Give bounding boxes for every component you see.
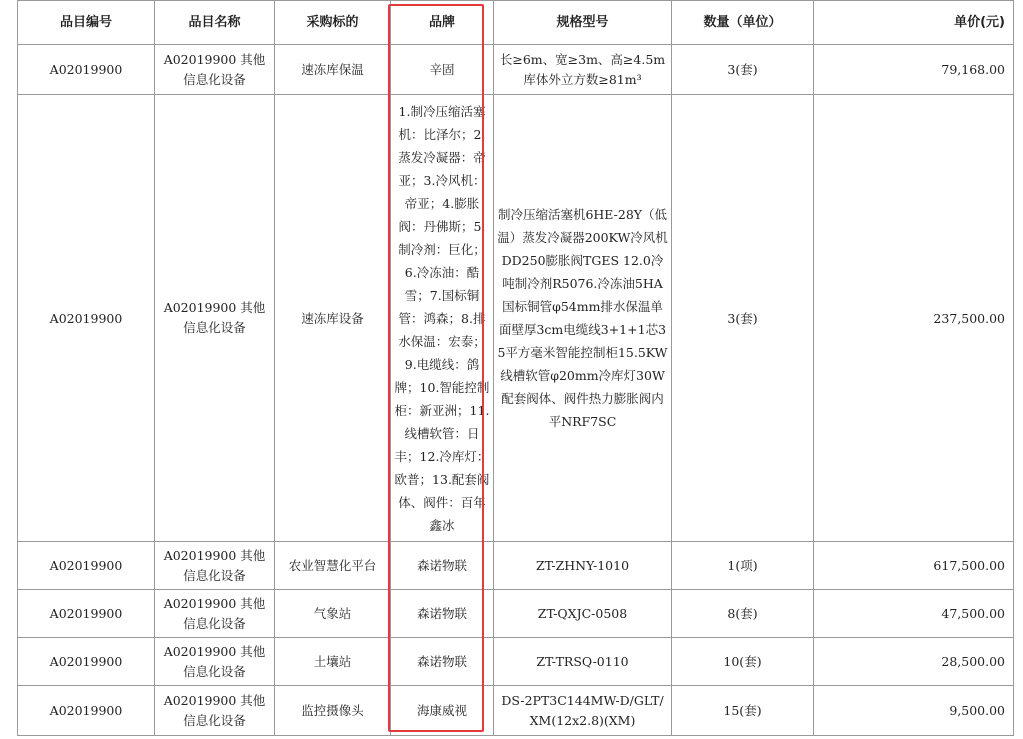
header-brand: 品牌 bbox=[391, 1, 494, 45]
header-price: 单价(元) bbox=[814, 1, 1014, 45]
item-code-cell: A02019900 bbox=[18, 45, 155, 95]
procurement-table bbox=[17, 0, 1014, 736]
price-cell: 9,500.00 bbox=[814, 686, 1014, 736]
brand-cell: 森诺物联 bbox=[391, 638, 494, 686]
target-cell: 速冻库保温 bbox=[275, 45, 391, 95]
qty-cell: 10(套) bbox=[672, 638, 814, 686]
qty-cell: 8(套) bbox=[672, 590, 814, 638]
header-item-code: 品目编号 bbox=[18, 1, 155, 45]
header-target: 采购标的 bbox=[275, 1, 391, 45]
price-cell: 28,500.00 bbox=[814, 638, 1014, 686]
target-cell: 农业智慧化平台 bbox=[275, 542, 391, 590]
table-row bbox=[18, 45, 1014, 95]
item-name-cell: A02019900 其他信息化设备 bbox=[155, 686, 275, 736]
item-name-cell: A02019900 其他信息化设备 bbox=[155, 45, 275, 95]
qty-cell: 15(套) bbox=[672, 686, 814, 736]
price-cell: 79,168.00 bbox=[814, 45, 1014, 95]
price-cell: 237,500.00 bbox=[814, 95, 1014, 542]
header-item-name: 品目名称 bbox=[155, 1, 275, 45]
qty-cell: 3(套) bbox=[672, 45, 814, 95]
brand-cell: 1.制冷压缩活塞机：比泽尔；2.蒸发冷凝器：帝亚；3.冷风机：帝亚；4.膨胀阀：丹佛斯；5.制冷剂：巨化；6.冷冻油：酷雪；7.国标铜管：鸿森；8.排水保温：宏泰；9.电缆线：鸽牌；10.智能控制柜：新亚洲；11.线槽软管：日丰；12.冷库灯：欧普；13.配套阀体、阀件：百年鑫冰 bbox=[391, 95, 494, 542]
item-name-cell: A02019900 其他信息化设备 bbox=[155, 590, 275, 638]
price-cell: 617,500.00 bbox=[814, 542, 1014, 590]
target-cell: 气象站 bbox=[275, 590, 391, 638]
header-spec: 规格型号 bbox=[494, 1, 672, 45]
spec-cell: 制冷压缩活塞机6HE-28Y（低温）蒸发冷凝器200KW冷风机DD250膨胀阀TGES 12.0冷吨制冷剂R5076.冷冻油5HA国标铜管φ54mm排水保温单面壁厚3cm电缆线3+1+1芯35平方毫米智能控制柜15.5KW线槽软管φ20mm冷库灯30W配套阀体、阀件热力膨胀阀内平NRF7SC bbox=[494, 95, 672, 542]
table-row bbox=[18, 686, 1014, 736]
qty-cell: 1(项) bbox=[672, 542, 814, 590]
item-code-cell: A02019900 bbox=[18, 542, 155, 590]
item-name-cell: A02019900 其他信息化设备 bbox=[155, 95, 275, 542]
item-code-cell: A02019900 bbox=[18, 590, 155, 638]
table-row bbox=[18, 542, 1014, 590]
item-name-cell: A02019900 其他信息化设备 bbox=[155, 542, 275, 590]
spec-cell: ZT-QXJC-0508 bbox=[494, 590, 672, 638]
item-code-cell: A02019900 bbox=[18, 638, 155, 686]
brand-cell: 森诺物联 bbox=[391, 542, 494, 590]
brand-cell: 海康威视 bbox=[391, 686, 494, 736]
brand-cell: 辛固 bbox=[391, 45, 494, 95]
target-cell: 速冻库设备 bbox=[275, 95, 391, 542]
brand-cell: 森诺物联 bbox=[391, 590, 494, 638]
spec-cell: DS-2PT3C144MW-D/GLT/XM(12x2.8)(XM) bbox=[494, 686, 672, 736]
table-row bbox=[18, 638, 1014, 686]
target-cell: 土壤站 bbox=[275, 638, 391, 686]
table-row bbox=[18, 590, 1014, 638]
item-code-cell: A02019900 bbox=[18, 95, 155, 542]
item-name-cell: A02019900 其他信息化设备 bbox=[155, 638, 275, 686]
header-qty: 数量（单位） bbox=[672, 1, 814, 45]
header-row bbox=[18, 1, 1014, 45]
item-code-cell: A02019900 bbox=[18, 686, 155, 736]
qty-cell: 3(套) bbox=[672, 95, 814, 542]
spec-cell: 长≥6m、宽≥3m、高≥4.5m库体外立方数≥81m³ bbox=[494, 45, 672, 95]
spec-cell: ZT-TRSQ-0110 bbox=[494, 638, 672, 686]
spec-cell: ZT-ZHNY-1010 bbox=[494, 542, 672, 590]
target-cell: 监控摄像头 bbox=[275, 686, 391, 736]
table-row bbox=[18, 95, 1014, 542]
price-cell: 47,500.00 bbox=[814, 590, 1014, 638]
